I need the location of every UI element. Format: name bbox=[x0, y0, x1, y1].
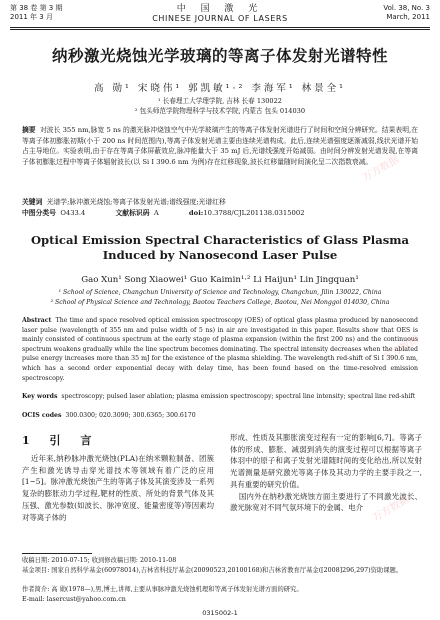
footnote-email: E-mail: lasercust@yahoo.com.cn bbox=[22, 596, 126, 603]
header-rule bbox=[10, 27, 430, 28]
ocis-text: 300.0300; 020.3090; 300.6365; 300.6170 bbox=[65, 412, 196, 419]
doc-code-label: 文献标识码 bbox=[115, 209, 150, 217]
abstract-cn-label: 摘要 bbox=[22, 126, 36, 134]
abstract-cn bbox=[22, 125, 418, 167]
ocis-label: OCIS codes bbox=[22, 412, 62, 419]
watermark: 万方数据 bbox=[370, 494, 412, 524]
watermark: 万方数据 bbox=[360, 154, 402, 184]
keywords-en-label: Key words bbox=[22, 393, 58, 400]
affiliations-en bbox=[16, 288, 424, 308]
doi-value: 10.3788/CJL201138.0315002 bbox=[203, 209, 305, 217]
page-header bbox=[10, 4, 430, 28]
header-date-en: March, 2011 bbox=[386, 13, 430, 21]
abstract-cn-text: 对波长 355 nm,脉宽 5 ns 的激光脉冲烧蚀空气中光学玻璃产生的等离子体发射光谱进行了时间和空间分辨研究。结果表明,在等离子体初膨胀初期(小于 200 ns 时间范围内),等离子体发射光谱主要由连续光谱构成。此后,连续光谱强度逐渐减弱,线状光谱开始占主导地位。实验表明,由于存在等离子体屏蔽效应,脉冲能量大于 35 mJ 后,光谱线强度开始减弱。由时间分辨发射光谱发现,在等离子体初膨胀过程中等离子体辐射波长(以 Si Ⅰ 390.6 nm 为例)存在红移现象,波长红移量随时间演化呈二次指数衰减。 bbox=[22, 126, 419, 166]
header-date-cn: 2011 年 3 月 bbox=[10, 13, 53, 21]
classification-cn bbox=[22, 208, 418, 218]
footnote-author: 作者简介: 高 勋(1978—),男,博士,讲师,主要从事脉冲激光烧蚀机理和等离子体发射光谱方面的研究。 bbox=[22, 586, 303, 593]
footnote-rule bbox=[22, 553, 92, 554]
doc-code-value: A bbox=[153, 209, 159, 217]
header-journal bbox=[10, 4, 430, 24]
authors-en: Gao Xun¹ Song Xiaowei¹ Guo Kaimin¹·² Li Haijun¹ Lin Jingquan¹ bbox=[81, 275, 359, 285]
doi-label: doi: bbox=[188, 209, 204, 217]
page-number: 0315002-1 bbox=[202, 609, 238, 617]
affiliation-en-1: ¹ School of Science, Changchun University of Science and Technology, Changchun, Jilin 130022, China bbox=[58, 289, 382, 296]
journal-name-en: CHINESE JOURNAL OF LASERS bbox=[152, 14, 288, 23]
footnote-received: 收稿日期: 2010-07-15; 收到修改稿日期: 2010-11-08 bbox=[22, 557, 177, 564]
keywords-en-text: spectroscopy; pulsed laser ablation; plasma emission spectroscopy; spectral line intensity; spectral line red-shift bbox=[61, 393, 416, 400]
keywords-en bbox=[22, 392, 418, 402]
section-1-title: 1 引 言 bbox=[22, 434, 100, 447]
clc-label: 中图分类号 bbox=[22, 209, 56, 217]
abstract-en-text: The time and space resolved optical emission spectroscopy (OES) of optical glass plasma produced by nanosecond laser pulse (wavelength of 355 nm and pulse width of 5 ns) in air are investigated in this paper. Results show that OES is mainly consisted of continuous spectrum at the early stage of plasma expansion (within the first 200 ns) and the continuous spectrum weakens gradually while the line spectrum becomes dominating. The spectral intensity decreases when the ablated pulse energy increases more than 35 mJ for the existence of the plasma shielding. The wavelength red-shift of Si Ⅰ 390.6 nm, which has a second order exponential decay with delay time, has been found based on the time-resolved emission spectroscopy. bbox=[22, 317, 418, 382]
body-column-right bbox=[230, 432, 422, 514]
section-1-paragraph-2: 国内外在纳秒激光烧蚀方面主要进行了不同激光波长、激光脉宽对不同气氛环境下的金属、电介 bbox=[230, 491, 422, 513]
keywords-cn-label: 关键词 bbox=[22, 198, 43, 206]
keywords-cn-text: 光谱学;脉冲激光烧蚀;等离子体发射光谱;谱线强度;光谱红移 bbox=[46, 198, 226, 206]
section-1-paragraph-1: 近年来,纳秒脉冲激光烧蚀(PLA)在纳米颗粒制备、团簇产生和激光诱导击穿光谱技术等领域有着广泛的应用[1~5]。脉冲激光烧蚀产生的等离子体及其演变涉及一系列复杂的膨胀动力学过程,靶材的性质、所处的背景气体及其压强、激光参数(如波长、脉冲宽度、能量密度等)等因素均对等离子体的 bbox=[22, 454, 214, 522]
clc-value: O433.4 bbox=[60, 209, 86, 217]
affiliation-cn-1: ¹ 长春理工大学理学院, 吉林 长春 130022 bbox=[157, 97, 282, 105]
title-cn: 纳秒激光烧蚀光学玻璃的等离子体发射光谱特性 bbox=[51, 46, 388, 65]
header-volume-cn: 第 38 卷 第 3 期 bbox=[10, 4, 63, 12]
ocis-codes bbox=[22, 411, 418, 421]
affiliation-cn-2: ² 包头师范学院物理科学与技术学院, 内蒙古 包头 014030 bbox=[134, 107, 306, 115]
keywords-cn bbox=[22, 197, 418, 207]
header-issue-en bbox=[383, 4, 430, 22]
abstract-en bbox=[22, 316, 418, 383]
body-column-left bbox=[22, 432, 214, 523]
journal-name-cn: 中 国 激 光 bbox=[176, 4, 264, 14]
footnote-funding: 基金项目: 国家自然科学基金(60978014),吉林省科技厅基金(20090523,20100168)和吉林省教育厅基金([2008]296,297)资助课题。 bbox=[22, 567, 403, 574]
title-en: Optical Emission Spectral Characteristics of Glass Plasma Induced by Nanosecond Laser Pulse bbox=[30, 233, 410, 262]
header-volume-en: Vol. 38, No. 3 bbox=[383, 4, 430, 12]
affiliation-en-2: ² School of Physical Science and Technology, Baotou Teachers College, Baotou, Nei Monggol 014030, China bbox=[50, 299, 390, 306]
section-1-paragraph-1-cont: 形成、性质及其膨胀演变过程有一定的影响[6,7]。等离子体的形成、膨胀、减弱到消失的演变过程可以根据等离子体羽中的原子和离子发射光谱随时间的变化给出,所以发射光谱测量是研究激光等离子体及其动力学的主要手段之一,具有重要的研究价值。 bbox=[230, 433, 422, 489]
watermark: 万方数据 bbox=[380, 334, 422, 364]
abstract-en-label: Abstract bbox=[22, 317, 52, 324]
header-rule-thin bbox=[10, 29, 430, 30]
affiliations-cn bbox=[0, 96, 440, 116]
authors-cn: 高 勋¹ 宋晓伟¹ 郭凯敏¹·² 李海军¹ 林景全¹ bbox=[94, 83, 346, 94]
